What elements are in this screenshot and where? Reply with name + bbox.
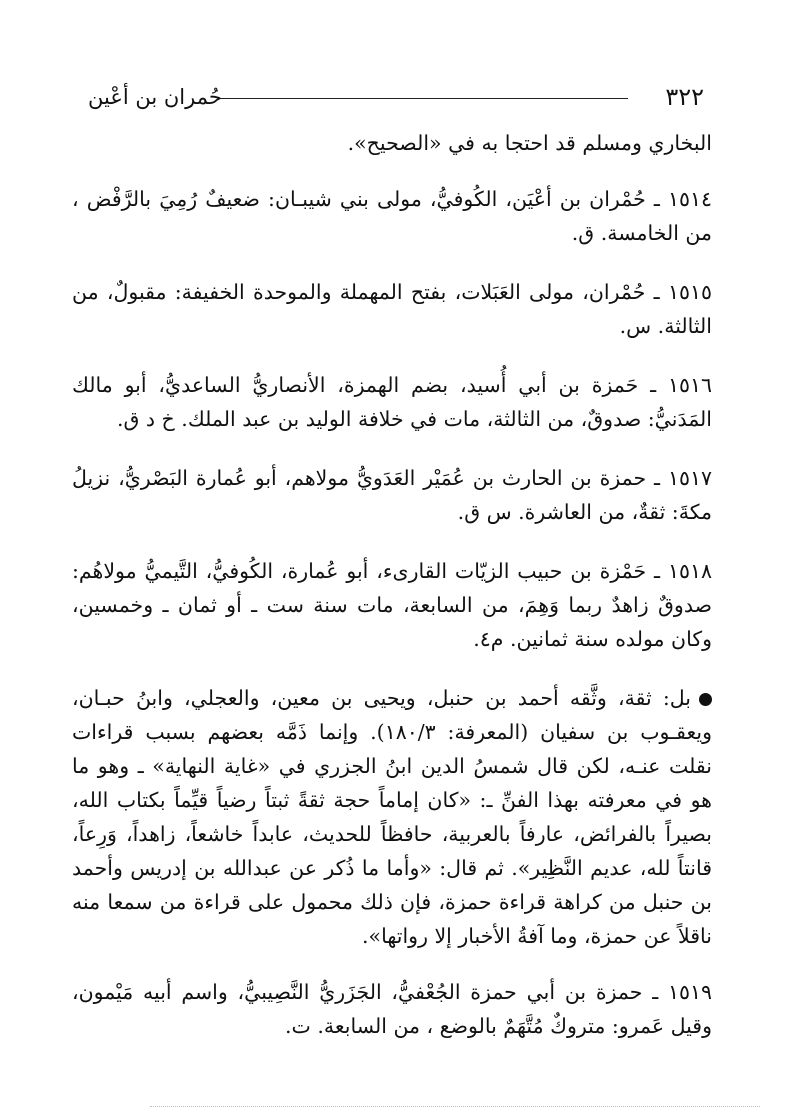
entry-1514: ١٥١٤ ـ حُمْران بن أعْيَن، الكُوفيُّ، مولى بني شيبـان: ضعيفٌ رُمِيَ بالرَّفْض ، من الخامسة. ق.	[72, 187, 712, 245]
entry-1519: ١٥١٩ ـ حمزة بن أبي حمزة الجُعْفيُّ، الجَزَريُّ النَّصِيبيُّ، واسم أبيه مَيْمون، وقيل عَمرو: متروكٌ مُتَّهَمٌ بالوضع ، من السابعة. ت.	[72, 980, 712, 1038]
page-body	[72, 126, 712, 1068]
bottom-edge-dots	[150, 1106, 760, 1107]
entry-1518: ١٥١٨ ـ حَمْزة بن حبيب الزيّات القارىء، أبو عُمارة، الكُوفيُّ، التَّيميُّ مولاهُم: صدوقٌ زاهدٌ ربما وَهِمَ، من السابعة، مات سنة ست ـ أو ثمان ـ وخمسين، وكان مولده سنة ثمانين. م٤.	[72, 559, 712, 651]
header-rule	[220, 98, 628, 99]
bullet-icon	[699, 693, 712, 706]
entry-1515: ١٥١٥ ـ حُمْران، مولى العَبَلات، بفتح المهملة والموحدة الخفيفة: مقبولٌ، من الثالثة. س.	[72, 280, 713, 338]
entry-1517: ١٥١٧ ـ حمزة بن الحارث بن عُمَيْر العَدَويُّ مولاهم، أبو عُمارة البَصْريُّ، نزيلُ مكةَ: ثقةٌ، من العاشرة. س ق.	[72, 466, 712, 524]
entry-1516: ١٥١٦ ـ حَمزة بن أبي أُسيد، بضم الهمزة، الأنصاريُّ الساعديُّ، أبو مالك المَدَنيُّ: صدوقٌ، من الثالثة، مات في خلافة الوليد بن عبد الملك. خ د ق.	[72, 373, 712, 431]
editor-note-text: بل: ثقة، وثَّقه أحمد بن حنبل، ويحيى بن معين، والعجلي، وابنُ حبـان، ويعقـوب بن سفيان (المعرفة: ١٨٠/٣). وإنما ذَمَّه بعضهم بسبب قراءات نقلت عنـه، لكن قال شمسُ الدين ابنُ الجزري في «غاية النهاية» ـ وهو ما هو في معرفته بهذا الفنِّ ـ: «كان إماماً حجة ثقةً ثبتاً رضياً قيِّماً بكتاب الله، بصيراً بالفرائض، عارفاً بالعربية، حافظاً للحديث، عابداً خاشعاً، زاهداً، وَرِعاً، قانتاً لله، عديم النَّظِير». ثم قال: «وأما ما ذُكر عن عبدالله بن إدريس وأحمد بن حنبل من كراهة قراءة حمزة، فإن ذلك محمول على قراءة من سمعا منه ناقلاً عن حمزة، وما آفةُ الأخبار إلا رواتها».	[72, 686, 712, 948]
continued-paragraph: البخاري ومسلم قد احتجا به في «الصحيح».	[347, 131, 712, 155]
page-number: ٣٢٢	[665, 83, 704, 111]
page-header	[88, 82, 704, 122]
running-title: حُمران بن أعْين	[88, 85, 222, 109]
editor-note	[72, 681, 712, 953]
